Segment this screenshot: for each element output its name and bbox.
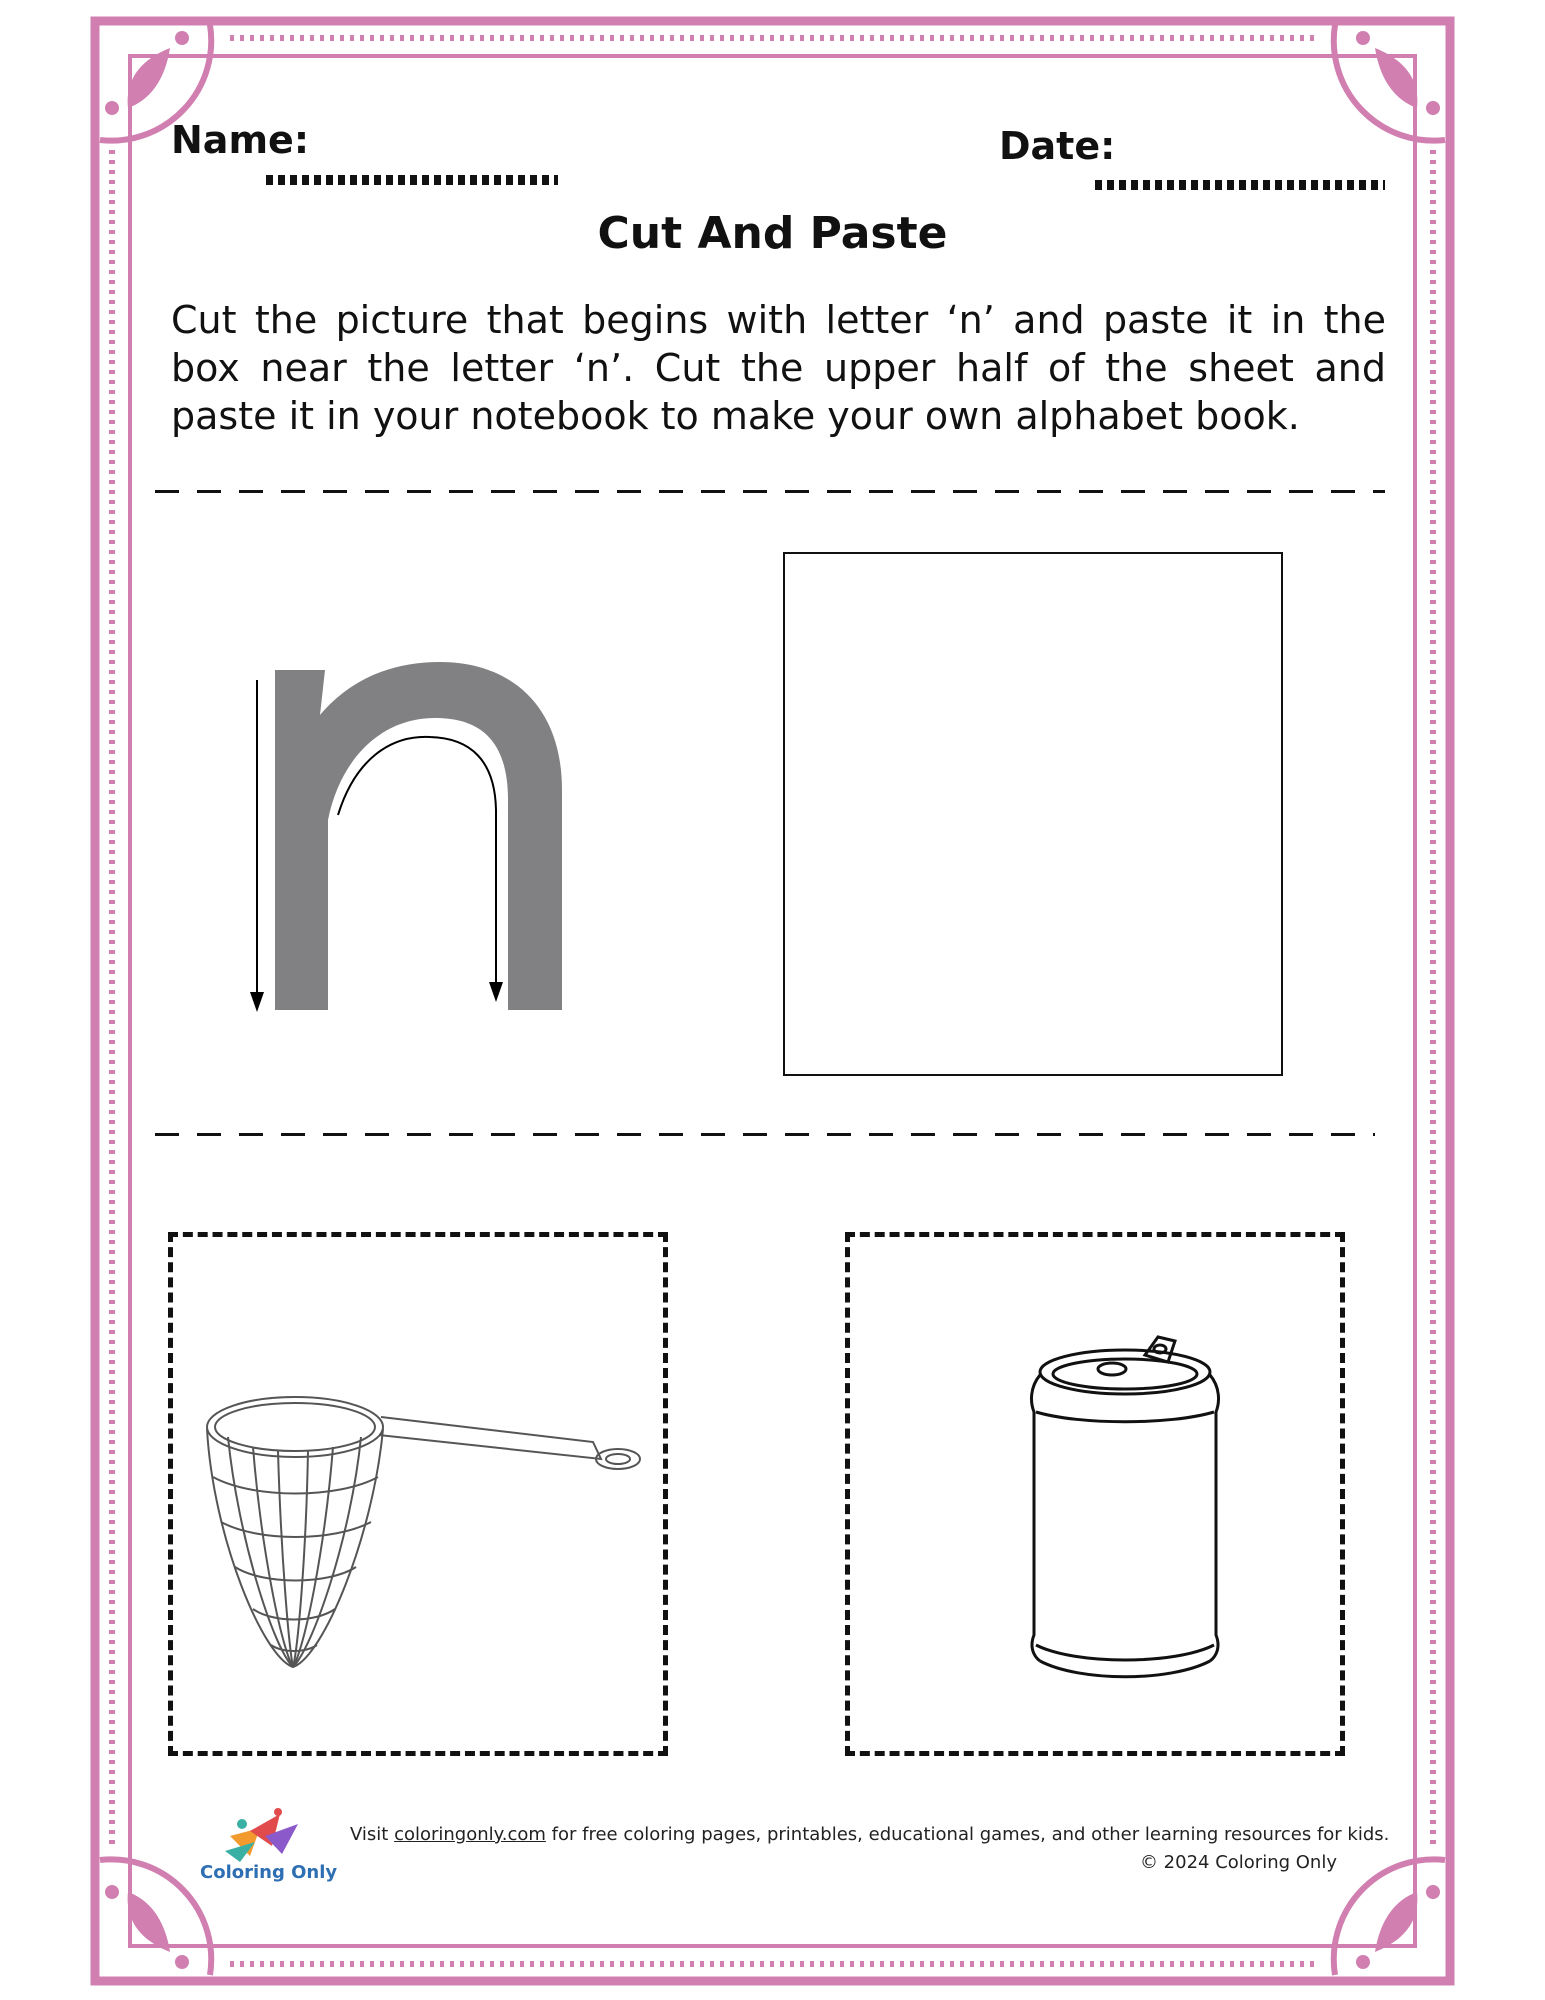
net-image <box>173 1237 663 1751</box>
page-title: Cut And Paste <box>597 208 948 259</box>
cut-line-top <box>155 490 1385 493</box>
name-label: Name: <box>171 118 310 162</box>
footer-visit-text <box>350 1824 1389 1845</box>
arrow-down-icon <box>250 992 264 1012</box>
instructions-text: Cut the picture that begins with letter ‘n’ and paste it in the box near the letter ‘n’. Cut the upper half of the sheet and paste it in your notebook to make your own alphabet book. <box>171 298 1386 438</box>
corner-ornament-bottom-right <box>1334 1859 1445 1975</box>
name-field[interactable] <box>266 175 558 185</box>
picture-box-can[interactable] <box>845 1232 1345 1756</box>
letter-n-tracing <box>240 650 580 1020</box>
date-label: Date: <box>999 124 1116 168</box>
footer-visit-suffix: for free coloring pages, printables, educational games, and other learning resources for kids. <box>545 1824 1390 1845</box>
coloringonly-link[interactable]: coloringonly.com <box>394 1824 546 1845</box>
footer-visit-prefix: Visit <box>350 1824 395 1845</box>
corner-ornament-bottom-left <box>100 1859 211 1975</box>
copyright-text: © 2024 Coloring Only <box>1139 1852 1337 1873</box>
picture-box-net[interactable] <box>168 1232 668 1756</box>
logo-text: Coloring Only <box>200 1862 338 1883</box>
coloring-only-logo <box>220 1806 302 1864</box>
date-field[interactable] <box>1095 180 1385 190</box>
can-image <box>850 1237 1340 1751</box>
letter-n-shape <box>275 662 562 1010</box>
paste-box[interactable] <box>783 552 1283 1076</box>
corner-ornament-top-right <box>1334 25 1445 141</box>
cut-line-middle <box>155 1133 1375 1136</box>
arrow-down-icon <box>489 982 503 1002</box>
